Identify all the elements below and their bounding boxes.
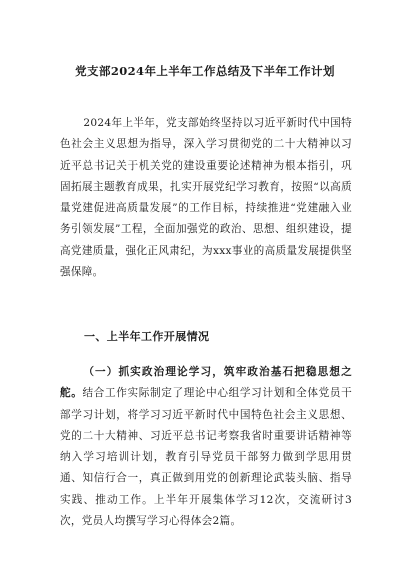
subsection-body: 结合工作实际制定了理论中心组学习计划和全体党员干部学习计划，将学习习近平新时代中国特色社会主义思想、党的二十大精神、习近平总书记考察我省时重要讲话精神等纳入学习培训计划，教育引导党员干部努力做到学思用贯通、知信行合一，真正做到用党的创新理论武装头脑、指导实践、推动工作。上半年开展集体学习12次，交流研讨3次，党员人均撰写学习心得体会2篇。: [60, 387, 352, 528]
subsection-paragraph: [60, 362, 352, 532]
subsection-heading: （一）抓实政治理论学习，筑牢政治基石把稳思想之舵。: [60, 366, 352, 400]
section-heading: 一、上半年工作开展情况: [84, 330, 210, 343]
document-title: 党支部2024年上半年工作总结及下半年工作计划: [75, 64, 335, 78]
intro-paragraph: 2024年上半年，党支部始终坚持以习近平新时代中国特色社会主义思想为指导，深入学习贯彻党的二十大精神以习近平总书记关于机关党的建设重要论述精神为根本指引，巩固拓展主题教育成果，扎实开展党纪学习教育，按照“以高质量党建促进高质量发展”的工作目标，持续推进“党建融入业务引领发展”工程，全面加强党的政治、思想、组织建设，提高党建质量，强化正风肃纪，为xxx事业的高质量发展提供坚强保障。: [60, 117, 352, 279]
